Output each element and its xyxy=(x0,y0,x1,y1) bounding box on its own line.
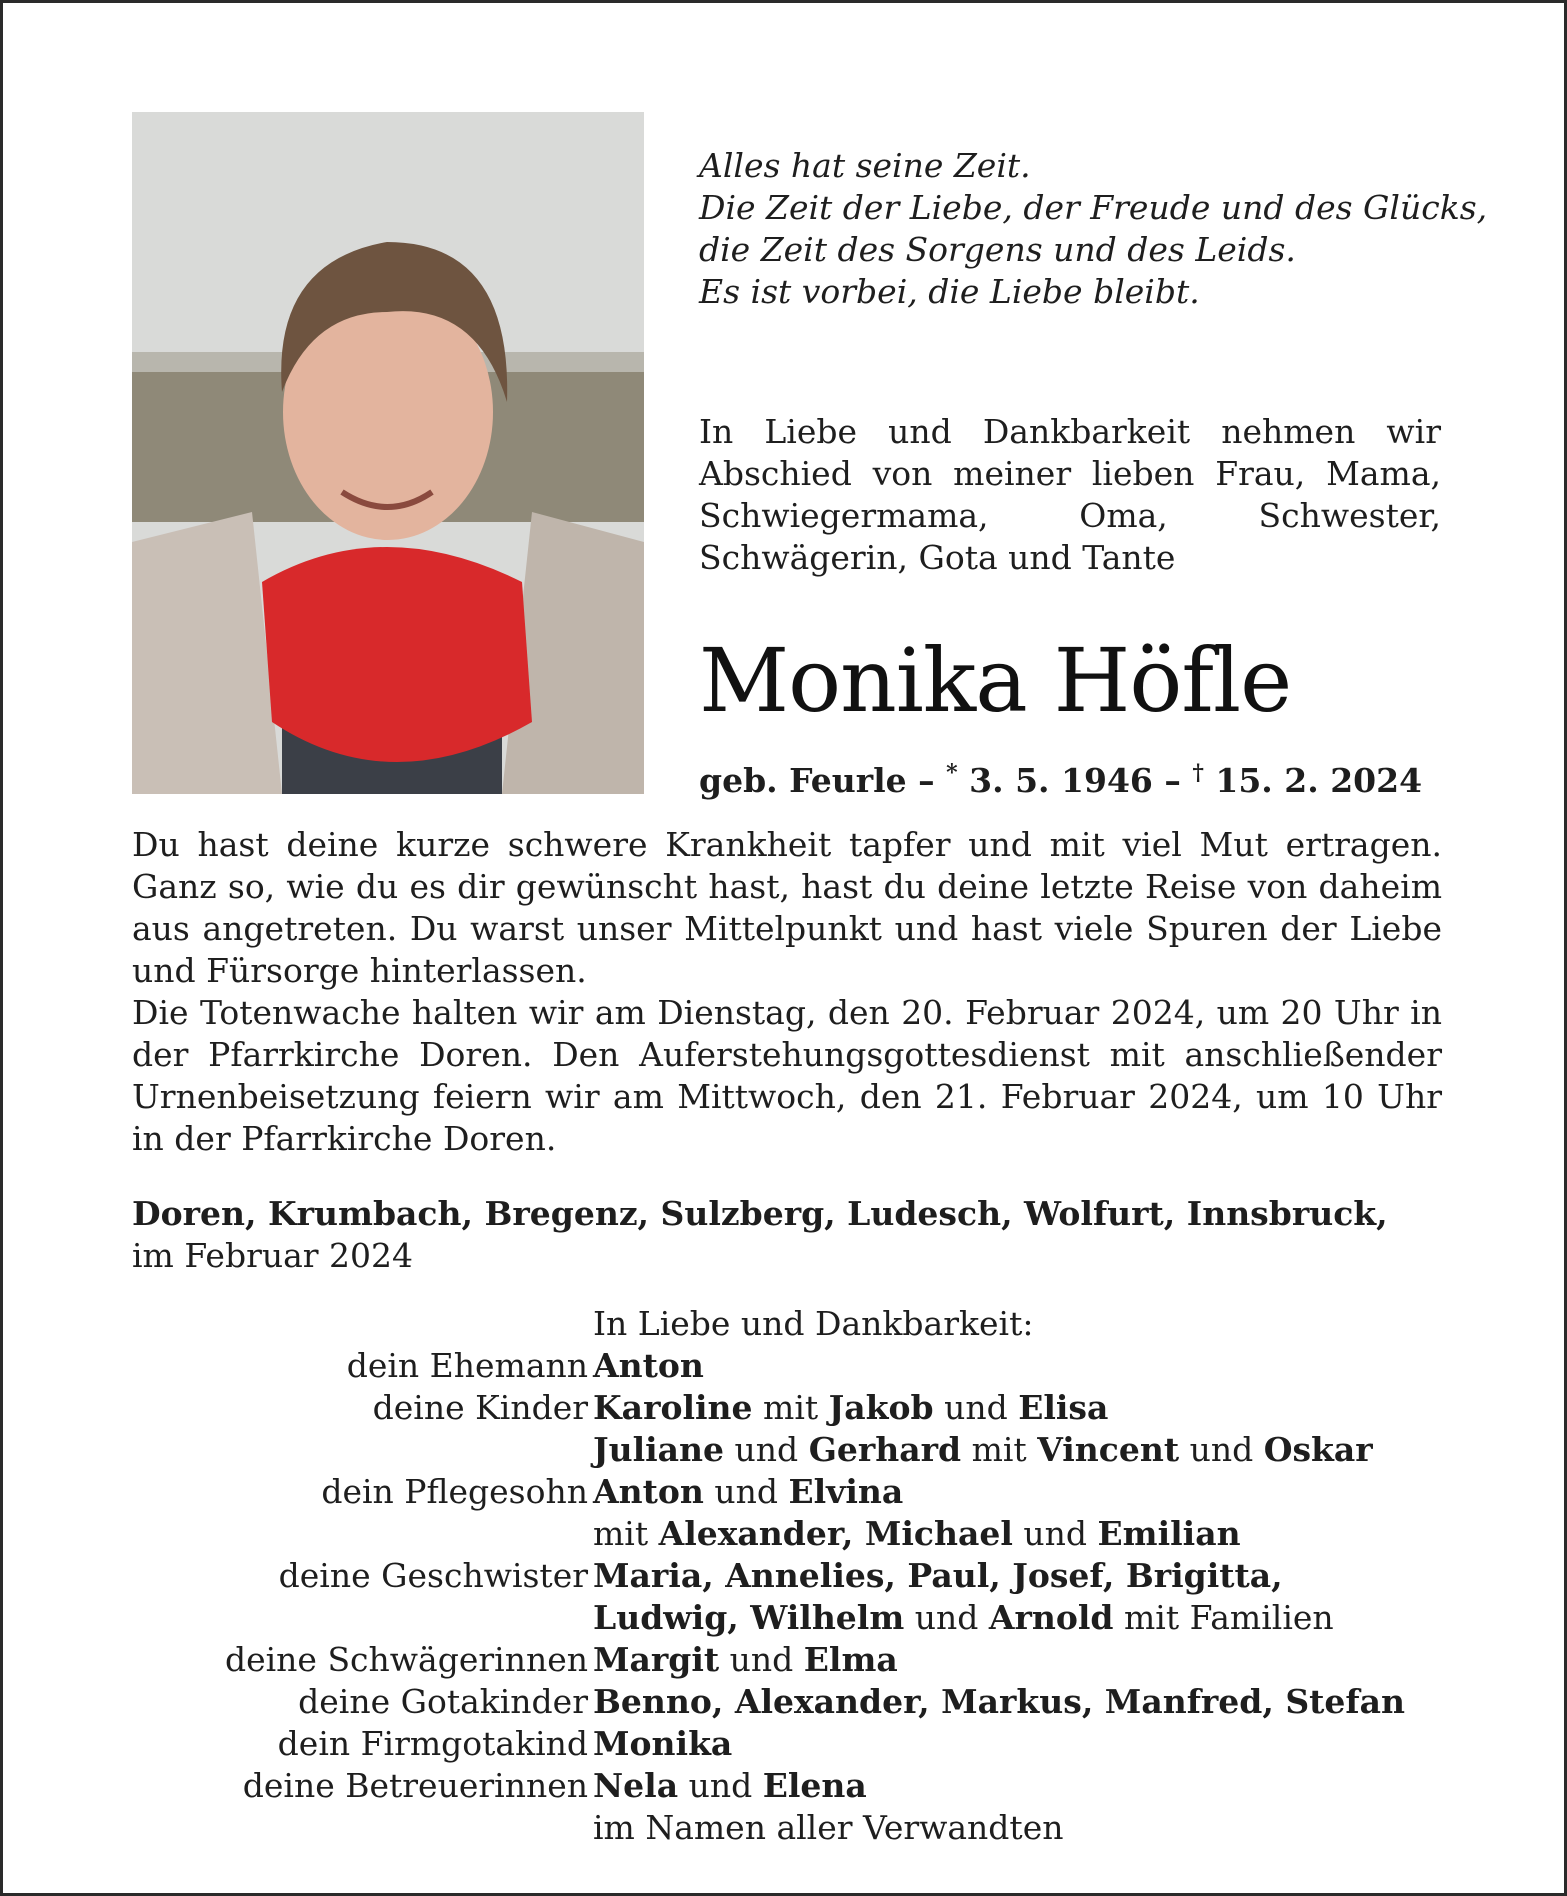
date-separator: – xyxy=(1152,761,1193,800)
mourner-name: Alexander, Michael xyxy=(658,1514,1013,1553)
mourner-name: Vincent xyxy=(1037,1430,1180,1469)
date-separator: – xyxy=(906,761,947,800)
mourner-name: Maria, Annelies, Paul, Josef, Brigitta, xyxy=(593,1556,1283,1595)
mourners-heading-row xyxy=(153,1303,1453,1345)
mourner-relation: dein Ehemann xyxy=(346,1346,588,1385)
mourner-row xyxy=(153,1555,1453,1597)
mourner-name: Juliane xyxy=(593,1430,725,1469)
places-and-date xyxy=(132,1193,1452,1277)
life-dates xyxy=(699,760,1422,802)
mourner-row xyxy=(153,1639,1453,1681)
connector-text: und xyxy=(933,1388,1019,1427)
mourner-row xyxy=(153,1471,1453,1513)
mourner-relation xyxy=(153,1597,593,1639)
mourner-name: Anton xyxy=(593,1346,704,1385)
mourner-row xyxy=(153,1345,1453,1387)
connector-text: und xyxy=(904,1598,989,1637)
mourner-name: Oskar xyxy=(1263,1430,1373,1469)
mourner-relation: deine Gotakinder xyxy=(298,1682,588,1721)
mourner-names xyxy=(593,1513,1241,1555)
mourner-names xyxy=(593,1345,704,1387)
mourner-name: Ludwig, Wilhelm xyxy=(593,1598,905,1637)
places-list: Doren, Krumbach, Bregenz, Sulzberg, Ludesch, Wolfurt, Innsbruck, xyxy=(132,1194,1388,1233)
mourner-names xyxy=(593,1681,1405,1723)
mourner-relation: dein Firmgotakind xyxy=(277,1724,588,1763)
mourner-name: Emilian xyxy=(1097,1514,1241,1553)
notice-date: im Februar 2024 xyxy=(132,1236,414,1275)
mourner-name: Anton xyxy=(593,1472,704,1511)
mourner-relation: deine Betreuerinnen xyxy=(242,1766,588,1805)
mourner-row xyxy=(153,1807,1453,1849)
motto-line: Es ist vorbei, die Liebe bleibt. xyxy=(699,272,1200,311)
mourners-heading: In Liebe und Dankbarkeit: xyxy=(593,1304,1034,1343)
mourner-relation: deine Kinder xyxy=(372,1388,588,1427)
mourner-names xyxy=(593,1387,1108,1429)
mourner-names xyxy=(593,1807,1063,1849)
mourner-relation: deine Geschwister xyxy=(278,1556,588,1595)
connector-text: und xyxy=(678,1766,763,1805)
mourner-names xyxy=(593,1555,1283,1597)
connector-text: und xyxy=(719,1640,804,1679)
mourner-name: Gerhard xyxy=(808,1430,962,1469)
mourner-names xyxy=(593,1597,1334,1639)
portrait-photo xyxy=(132,112,644,794)
deceased-name: Monika Höfle xyxy=(699,629,1292,732)
mourner-relation: deine Schwägerinnen xyxy=(224,1640,588,1679)
portrait-illustration xyxy=(132,112,644,794)
mourner-names xyxy=(593,1639,898,1681)
mourner-name: Elena xyxy=(762,1766,867,1805)
mourner-relation xyxy=(153,1429,593,1471)
mourner-row xyxy=(153,1597,1453,1639)
connector-text: mit xyxy=(961,1430,1038,1469)
mourner-name: Nela xyxy=(593,1766,679,1805)
connector-text: mit Familien xyxy=(1113,1598,1334,1637)
mourner-name: Monika xyxy=(593,1724,733,1763)
birth-name: geb. Feurle xyxy=(699,761,907,800)
service-paragraph: Die Totenwache halten wir am Dienstag, den 20. Februar 2024, um 20 Uhr in der Pfarrkirche Doren. Den Auferstehungsgottesdienst mit anschließender Urnenbeisetzung feiern wir am Mittwoch, den 21. Februar 2024, um 10 Uhr in der Pfarrkirche Doren. xyxy=(132,993,1442,1158)
connector-text: und xyxy=(724,1430,809,1469)
death-symbol: † xyxy=(1192,760,1204,786)
mourner-names xyxy=(593,1429,1373,1471)
connector-text: und xyxy=(703,1472,789,1511)
mourner-row xyxy=(153,1513,1453,1555)
mourner-name: Elvina xyxy=(788,1472,904,1511)
connector-text: und xyxy=(1012,1514,1098,1553)
intro-text: In Liebe und Dankbarkeit nehmen wir Abschied von meiner lieben Frau, Mama, Schwiegermama, Oma, Schwester, Schwägerin, Gota und Tante xyxy=(699,412,1441,577)
tribute-paragraph: Du hast deine kurze schwere Krankheit tapfer und mit viel Mut ertragen. Ganz so, wie du es dir gewünscht hast, hast du deine letzte Reise von daheim aus angetreten. Du warst unser Mittelpunkt und hast viele Spuren der Liebe und Fürsorge hinterlassen. xyxy=(132,825,1442,990)
motto-poem xyxy=(699,145,1488,313)
birth-symbol: * xyxy=(946,760,958,786)
mourner-row xyxy=(153,1723,1453,1765)
birth-date: 3. 5. 1946 xyxy=(957,761,1153,800)
mourner-name: Elisa xyxy=(1018,1388,1109,1427)
mourner-row xyxy=(153,1387,1453,1429)
mourner-relation: dein Pflegesohn xyxy=(321,1472,588,1511)
mourner-name: Benno, Alexander, Markus, Manfred, Stefan xyxy=(593,1682,1405,1721)
mourner-name: Karoline xyxy=(593,1388,753,1427)
mourners-list xyxy=(153,1303,1453,1849)
connector-text: mit xyxy=(593,1514,659,1553)
connector-text: mit xyxy=(752,1388,829,1427)
mourner-row xyxy=(153,1681,1453,1723)
connector-text: und xyxy=(1179,1430,1264,1469)
mourner-relation xyxy=(153,1513,593,1555)
mourner-names xyxy=(593,1471,903,1513)
mourner-names xyxy=(593,1723,732,1765)
motto-line: Alles hat seine Zeit. xyxy=(699,146,1031,185)
mourner-name: Elma xyxy=(803,1640,898,1679)
mourner-name: Jakob xyxy=(828,1388,934,1427)
motto-line: Die Zeit der Liebe, der Freude und des Glücks, xyxy=(699,188,1488,227)
motto-line: die Zeit des Sorgens und des Leids. xyxy=(699,230,1296,269)
mourner-row xyxy=(153,1429,1453,1471)
connector-text: im Namen aller Verwandten xyxy=(593,1808,1064,1847)
mourner-name: Arnold xyxy=(988,1598,1114,1637)
death-date: 15. 2. 2024 xyxy=(1203,761,1423,800)
mourner-rows xyxy=(153,1345,1453,1849)
mourner-row xyxy=(153,1765,1453,1807)
mourner-relation xyxy=(153,1807,593,1849)
mourner-name: Margit xyxy=(593,1640,720,1679)
body-text xyxy=(132,824,1442,1160)
mourner-names xyxy=(593,1765,867,1807)
